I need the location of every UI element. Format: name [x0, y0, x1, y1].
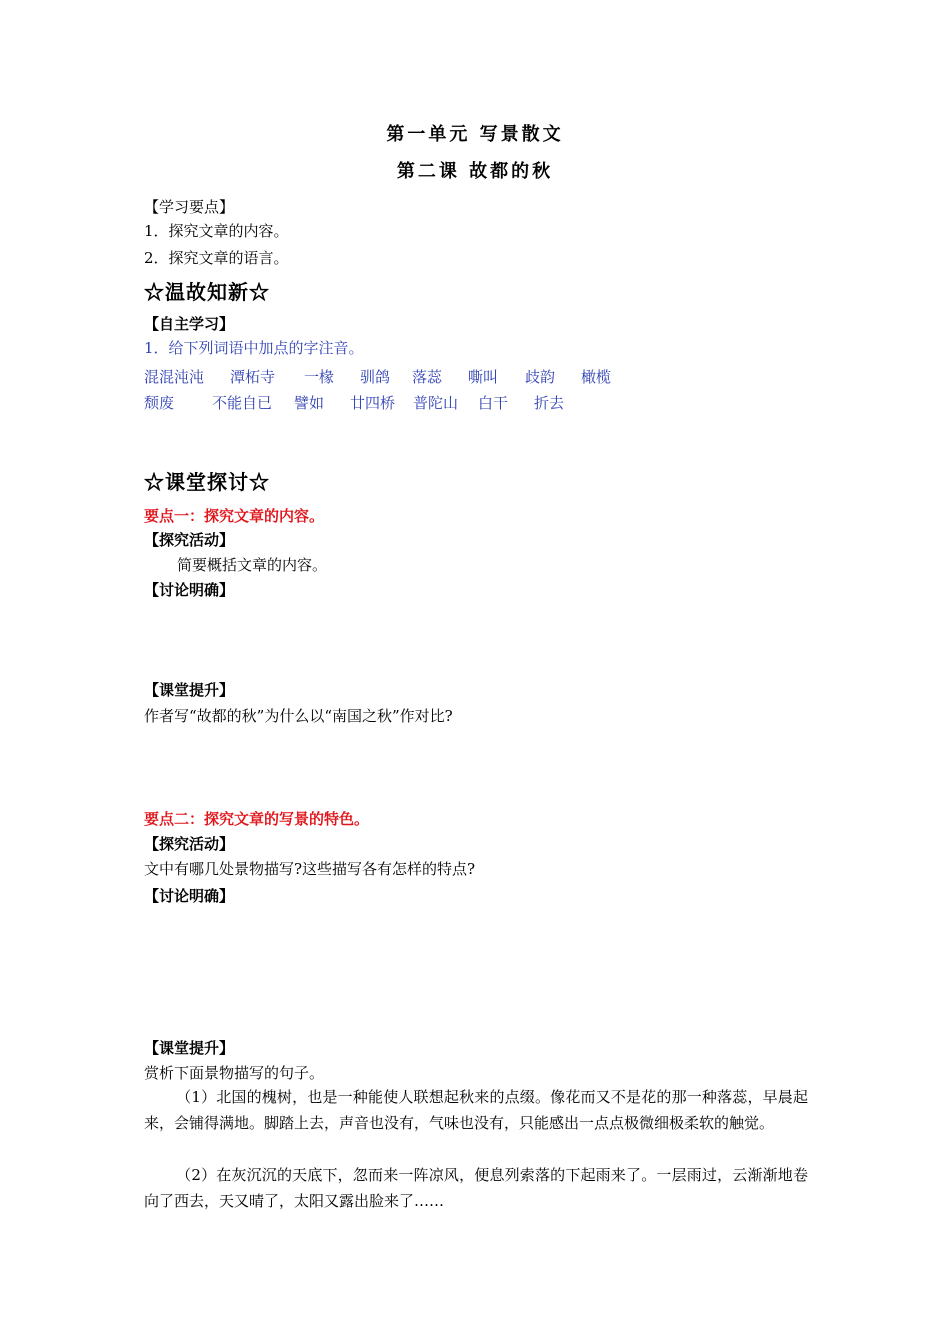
study-point-item: 2．探究文章的语言。	[144, 249, 289, 267]
study-point-item: 1．探究文章的内容。	[144, 222, 289, 240]
vocab-word: 潭柘寺	[230, 368, 276, 386]
point1-improve-text: 作者写“故都的秋”为什么以“南国之秋”作对比?	[144, 707, 453, 725]
vocab-word: 驯鸽	[360, 368, 391, 386]
point2-discussion-heading: 【讨论明确】	[144, 887, 235, 905]
vocab-word: 折去	[534, 394, 565, 412]
point2-activity-text: 文中有哪几处景物描写?这些描写各有怎样的特点?	[144, 860, 476, 878]
unit-title: 第一单元 写景散文	[386, 124, 564, 145]
classroom-section-title: ☆课堂探讨☆	[144, 470, 270, 494]
point1-improve-heading: 【课堂提升】	[144, 681, 235, 699]
passage-paragraph	[144, 1084, 808, 1136]
vocab-word: 混混沌沌	[144, 368, 205, 386]
vocab-word: 落蕊	[412, 368, 443, 386]
vocab-word: 譬如	[294, 394, 325, 412]
vocab-word: 不能自已	[212, 394, 273, 412]
review-section-title: ☆温故知新☆	[144, 280, 270, 304]
lesson-title: 第二课 故都的秋	[396, 161, 554, 182]
vocab-word: 颓废	[144, 394, 175, 412]
point2-improve-heading: 【课堂提升】	[144, 1039, 235, 1057]
point1-activity-text: 简要概括文章的内容。	[177, 556, 328, 574]
vocab-word: 歧韵	[525, 368, 556, 386]
vocab-word: 白干	[478, 394, 509, 412]
point2-activity-heading: 【探究活动】	[144, 835, 235, 853]
vocab-word: 普陀山	[413, 394, 459, 412]
passage-text: （2）在灰沉沉的天底下，忽而来一阵凉风，便息列索落的下起雨来了。一层雨过，云渐渐地卷向了西去，天又晴了，太阳又露出脸来了……	[144, 1166, 808, 1210]
point1-activity-heading: 【探究活动】	[144, 531, 235, 549]
vocab-word: 一椽	[304, 368, 335, 386]
pinyin-instruction: 1．给下列词语中加点的字注音。	[144, 339, 364, 357]
vocab-word: 嘶叫	[468, 368, 499, 386]
point1-title: 要点一：探究文章的内容。	[144, 507, 325, 525]
point1-discussion-heading: 【讨论明确】	[144, 581, 235, 599]
passage-paragraph	[144, 1162, 808, 1214]
point2-title: 要点二：探究文章的写景的特色。	[144, 810, 370, 828]
vocab-word: 橄榄	[581, 368, 612, 386]
study-points-heading: 【学习要点】	[144, 198, 235, 216]
self-study-heading: 【自主学习】	[144, 315, 235, 333]
point2-improve-text: 赏析下面景物描写的句子。	[144, 1064, 325, 1082]
passage-text: （1）北国的槐树，也是一种能使人联想起秋来的点缀。像花而又不是花的那一种落蕊，早晨起来，会铺得满地。脚踏上去，声音也没有，气味也没有，只能感出一点点极微细极柔软的触觉。	[144, 1088, 808, 1132]
vocab-word: 廿四桥	[350, 394, 396, 412]
